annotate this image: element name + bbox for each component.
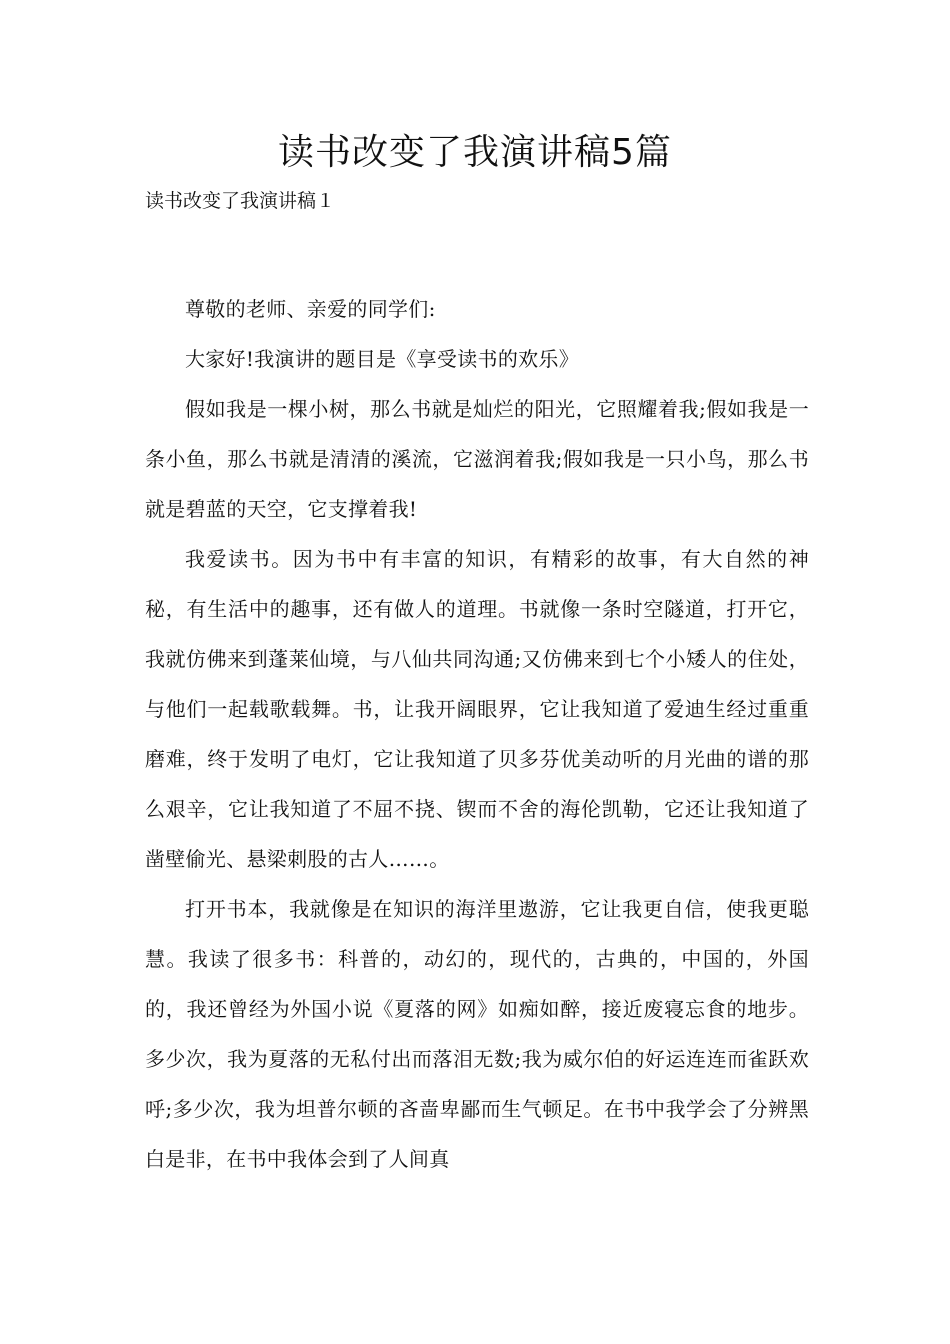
section-heading: 读书改变了我演讲稿１ <box>145 190 336 212</box>
body-paragraph: 假如我是一棵小树，那么书就是灿烂的阳光，它照耀着我;假如我是一条小鱼，那么书就是清清的溪流，它滋润着我;假如我是一只小鸟，那么书就是碧蓝的天空，它支撑着我! <box>145 397 809 521</box>
salutation-paragraph: 尊敬的老师、亲爱的同学们: <box>185 297 436 321</box>
document-body <box>145 284 809 1184</box>
greeting-paragraph: 大家好!我演讲的题目是《享受读书的欢乐》 <box>185 347 580 371</box>
document-title: 读书改变了我演讲稿5篇 <box>278 132 672 173</box>
body-paragraph: 打开书本，我就像是在知识的海洋里遨游，它让我更自信，使我更聪慧。我读了很多书：科普的，动幻的，现代的，古典的，中国的，外国的，我还曾经为外国小说《夏落的网》如痴如醉，接近废寝忘食的地步。多少次，我为夏落的无私付出而落泪无数;我为威尔伯的好运连连而雀跃欢呼;多少次，我为坦普尔顿的吝啬卑鄙而生气顿足。在书中我学会了分辨黑白是非，在书中我体会到了人间真 <box>145 897 809 1171</box>
body-paragraph: 我爱读书。因为书中有丰富的知识，有精彩的故事，有大自然的神秘，有生活中的趣事，还有做人的道理。书就像一条时空隧道，打开它，我就仿佛来到蓬莱仙境，与八仙共同沟通;又仿佛来到七个小矮人的住处，与他们一起载歌载舞。书，让我开阔眼界，它让我知道了爱迪生经过重重磨难，终于发明了电灯，它让我知道了贝多芬优美动听的月光曲的谱的那么艰辛，它让我知道了不屈不挠、锲而不舍的海伦凯勒，它还让我知道了凿壁偷光、悬梁刺股的古人……。 <box>145 547 809 871</box>
